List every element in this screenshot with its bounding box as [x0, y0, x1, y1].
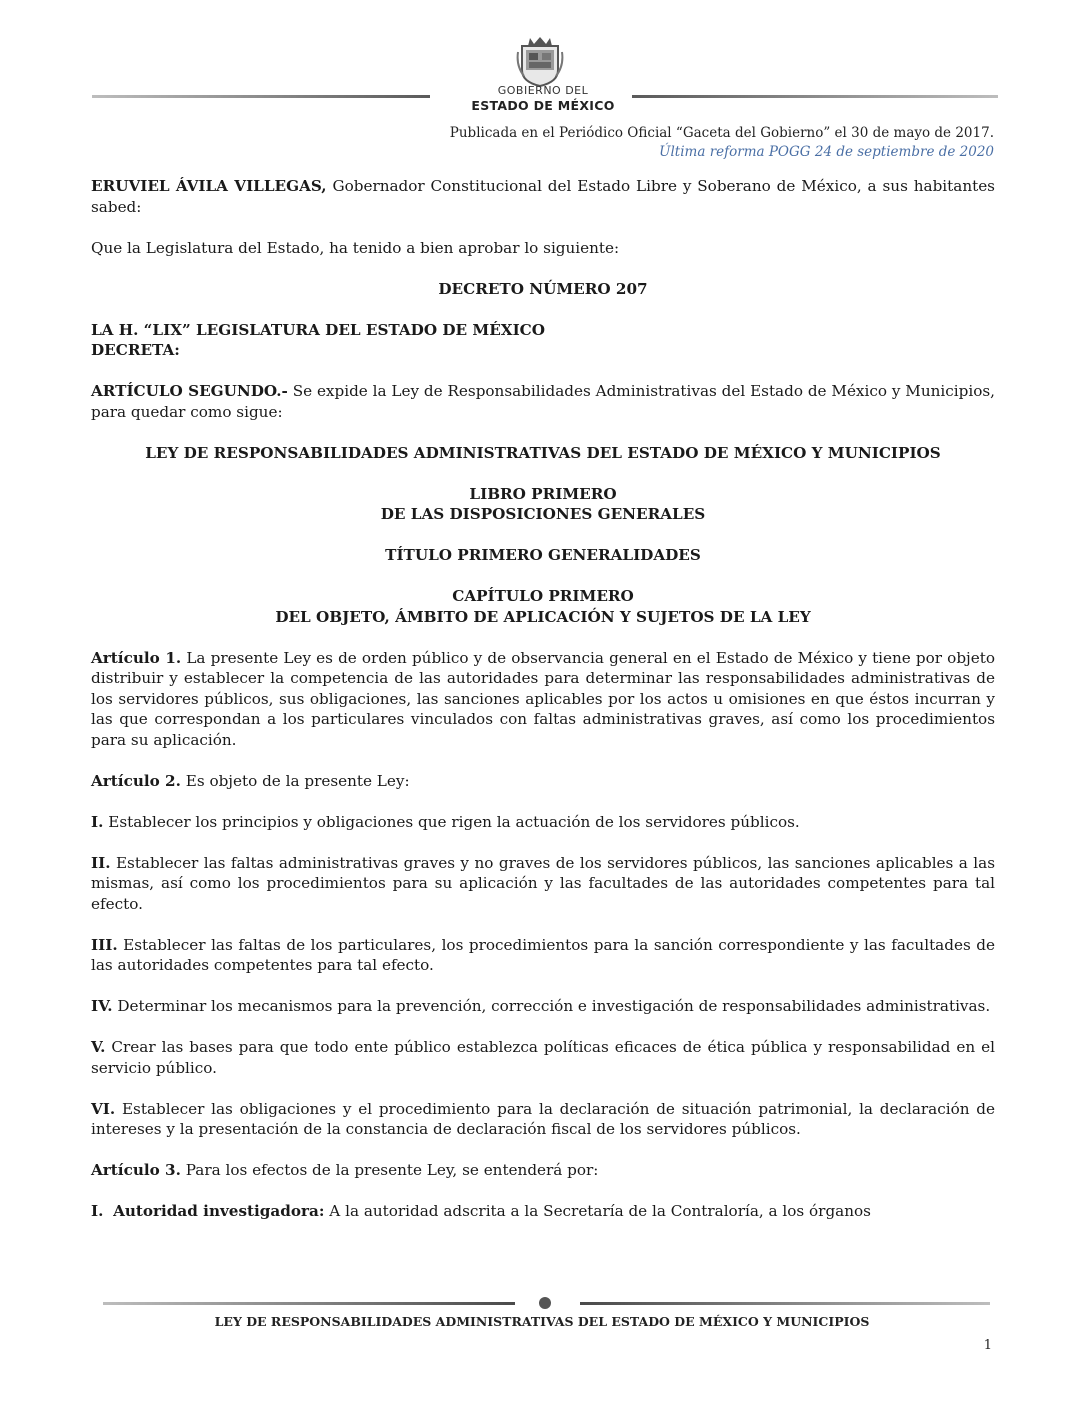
article-2-text: Es objeto de la presente Ley: — [180, 771, 410, 790]
footer-rule-left — [103, 1302, 515, 1305]
capitulo-heading: CAPÍTULO PRIMERO — [452, 587, 634, 605]
list-item: III. Establecer las faltas de los particulares, los procedimientos para la sanción correspondiente y las facultades de las autoridades competentes para tal efecto. — [91, 935, 995, 974]
last-reform-note: Última reforma POGG 24 de septiembre de 2020 — [659, 144, 994, 160]
article-1 — [91, 648, 995, 751]
article-2 — [91, 771, 995, 792]
header-rule-left — [92, 95, 430, 98]
publication-note: Publicada en el Periódico Oficial “Gaceta del Gobierno” el 30 de mayo de 2017. — [449, 125, 994, 141]
article-2-label: Artículo 2. — [91, 771, 181, 790]
header-rule-right — [632, 95, 998, 98]
list-item: I. Establecer los principios y obligaciones que rigen la actuación de los servidores públicos. — [91, 812, 800, 831]
libro-subheading: DE LAS DISPOSICIONES GENERALES — [380, 505, 706, 523]
governor-name: ERUVIEL ÁVILA VILLEGAS, — [91, 177, 327, 195]
intro-paragraph — [91, 176, 995, 217]
footer-law-title: LEY DE RESPONSABILIDADES ADMINISTRATIVAS DEL ESTADO DE MÉXICO Y MUNICIPIOS — [214, 1314, 870, 1329]
definition-text: A la autoridad adscrita a la Secretaría de la Contraloría, a los órganos — [324, 1202, 871, 1220]
article-3 — [91, 1160, 995, 1181]
footer-dot-icon — [539, 1297, 551, 1309]
page-footer — [0, 1290, 1089, 1410]
titulo-heading: TÍTULO PRIMERO GENERALIDADES — [385, 546, 701, 564]
page-number: 1 — [983, 1338, 992, 1353]
state-coat-of-arms-icon — [516, 36, 564, 88]
document-body — [91, 176, 995, 1222]
list-item: II. Establecer las faltas administrativas graves y no graves de los servidores públicos, las sanciones aplicables a las mismas, así como los procedimientos para su aplicación y las facultades de las autoridades competentes para tal efecto. — [91, 853, 995, 913]
government-name-line2: ESTADO DE MÉXICO — [471, 98, 615, 113]
article-segundo-label: ARTÍCULO SEGUNDO.- — [91, 382, 288, 400]
government-name-line1: GOBIERNO DEL — [497, 84, 589, 97]
article-1-text: La presente Ley es de orden público y de observancia general en el Estado de México y tiene por objeto distribuir y establecer la competencia de las autoridades para determinar las responsabilidades administrativas de los servidores públicos, sus obligaciones, las sanciones aplicables por los actos u omisiones en que éstos incurran y las que correspondan a los particulares vinculados con faltas administrativas graves, así como los procedimientos para su aplicación. — [91, 648, 995, 749]
law-title: LEY DE RESPONSABILIDADES ADMINISTRATIVAS DEL ESTADO DE MÉXICO Y MUNICIPIOS — [145, 443, 941, 462]
list-item: IV. Determinar los mecanismos para la prevención, corrección e investigación de responsabilidades administrativas. — [91, 997, 991, 1015]
list-item: VI. Establecer las obligaciones y el procedimiento para la declaración de situación patrimonial, la declaración de intereses y la presentación de la constancia de declaración fiscal de los servidores públicos. — [91, 1099, 995, 1138]
capitulo-subheading: DEL OBJETO, ÁMBITO DE APLICACIÓN Y SUJETOS DE LA LEY — [275, 607, 811, 626]
decree-number: DECRETO NÚMERO 207 — [438, 279, 648, 298]
libro-heading: LIBRO PRIMERO — [469, 484, 617, 503]
list-item: V. Crear las bases para que todo ente público establezca políticas eficaces de ética pública y responsabilidad en el servicio público. — [91, 1038, 995, 1077]
legislature-paragraph: Que la Legislatura del Estado, ha tenido a bien aprobar lo siguiente: — [91, 238, 620, 257]
article-1-label: Artículo 1. — [91, 648, 182, 667]
article-segundo — [91, 381, 995, 422]
page-header — [0, 0, 1089, 140]
intro-text: Gobernador Constitucional del Estado Libre y Soberano de México, a sus habitantes sabed: — [91, 177, 995, 216]
article-3-label: Artículo 3. — [91, 1161, 181, 1179]
article-segundo-text: Se expide la Ley de Responsabilidades Administrativas del Estado de México y Municipios, para quedar como sigue: — [91, 382, 995, 421]
definition-item: I. Autoridad investigadora: A la autoridad adscrita a la Secretaría de la Contraloría, a los órganos — [91, 1202, 871, 1220]
footer-rule-right — [580, 1302, 990, 1305]
legislature-name: LA H. “LIX” LEGISLATURA DEL ESTADO DE MÉXICO — [91, 320, 545, 339]
definition-term: Autoridad investigadora: — [113, 1202, 325, 1220]
article-3-text: Para los efectos de la presente Ley, se entenderá por: — [180, 1161, 599, 1179]
decreta-heading: DECRETA: — [91, 341, 180, 359]
